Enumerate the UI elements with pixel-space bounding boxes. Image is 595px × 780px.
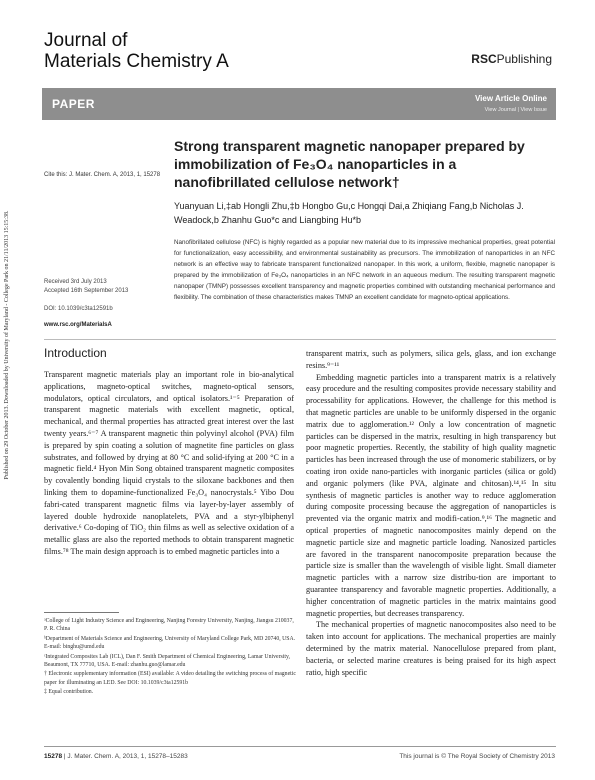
publisher-logo: RSCPublishing bbox=[471, 52, 552, 66]
paragraph: Embedding magnetic particles into a transparent matrix is a relatively easy procedure and the resulting composites provide necessary stability and processability for applications. However, the challenge for this method is that magnetic particles are unable to be uniformly dispersed in the organic matrix due to agglomeration.¹² Only a low concentration of magnetic particles can be dispersed in the matrix, resulting in high transparency but poor magnetic properties. Recently, the stability of high quality magnetic particles has been increased through the use of monomeric stabilizers, or by coating iron oxide nano-particles with inorganic particles (silica or gold) and organic polymers (like PVA, alginate and chitosan).¹⁴,¹⁵ In situ synthesis of magnetic particles is another way to reduce agglomeration during composite processing because the aggregation of nanoparticles is prevented via the organic matrix and modifi-cation.⁹,¹⁶ The magnetic and optical properties of magnetic nanocomposites mainly depend on the magnetic particle size and magnetic particle loading. Nanosized particles are favored in the transparent nanocomposite preparation because the particle size is smaller than the wavelength of visible light. Small diameter magnetic particles with a narrow size distribu-tion are important to guarantee transparency and favorable magnetic properties. Additionally, a higher concentration of magnetic particles in the matrix maintains good magnetic properties, but decreases transparency. bbox=[306, 372, 556, 618]
article-type-band bbox=[42, 88, 556, 120]
view-journal-issue-links[interactable]: View Journal | View Issue bbox=[484, 107, 547, 113]
footnote: ᵃCollege of Light Industry Science and Engineering, Nanjing Forestry University, Nanjing, Jiangsu 210037, P. R. China bbox=[44, 618, 294, 633]
doi[interactable]: DOI: 10.1039/c3ta12591b bbox=[44, 306, 113, 312]
paragraph: The mechanical properties of magnetic nanocomposites also need to be taken into account for applications. The mechanical properties are mainly determined by the matrix material. Nanocellulose prepared from plant, bacteria, or selected marine creatures is being praised for its high aspect ratio, high specific bbox=[306, 620, 556, 677]
section-heading: Introduction bbox=[44, 346, 107, 360]
download-stamp: Published on 29 October 2013. Downloaded by University of Maryland - College Park on 21/11/2013 15:15:38. bbox=[4, 210, 10, 480]
footer-citation: 15278 | J. Mater. Chem. A, 2013, 1, 15278–15283 bbox=[44, 753, 188, 760]
article-type: PAPER bbox=[52, 97, 95, 111]
footer-copyright: This journal is © The Royal Society of Chemistry 2013 bbox=[399, 753, 555, 760]
received-dates: Received 3rd July 2013 Accepted 16th September 2013 bbox=[44, 279, 129, 294]
footnote: ᶜIntegrated Composites Lab (ICL), Dan F. Smith Department of Chemical Engineering, Lamar University, Beaumont, TX 77710, USA. E-mail: zhanhu.guo@lamar.edu bbox=[44, 653, 290, 669]
cite-this: Cite this: J. Mater. Chem. A, 2013, 1, 15278 bbox=[44, 172, 161, 178]
section-divider bbox=[44, 339, 556, 340]
footnote: ‡ Equal contribution. bbox=[44, 689, 94, 696]
footnote-divider bbox=[44, 612, 119, 613]
article-title: Strong transparent magnetic nanopaper prepared by immobilization of Fe₃O₄ nanoparticles in a nanofibrillated cellulose network† bbox=[174, 138, 525, 190]
author-list: Yuanyuan Li,‡ab Hongli Zhu,‡b Hongbo Gu,c Hongqi Dai,a Zhiqiang Fang,b Nicholas J. Weadock,b Zhanhu Guo*c and Liangbing Hu*b bbox=[174, 201, 524, 225]
left-column bbox=[44, 369, 294, 558]
journal-url[interactable]: www.rsc.org/MaterialsA bbox=[44, 322, 112, 328]
footnote: † Electronic supplementary information (ESI) available: A video detailing the switching process of magnetic paper for illuminating an LED. See DOI: 10.1039/c3ta12591b bbox=[44, 671, 296, 686]
abstract: Nanofibrillated cellulose (NFC) is highly regarded as a popular new material due to its impressive mechanical properties, great potential for functionalization, easy accessibility, and environmental sustainability as precursors. The immobilization of nanoparticles in an NFC network is an effective way to fabricate transparent functionalized nanopaper. In this work, a uniform, flexible, magnetic nanopaper is prepared by the immobilization of Fe₃O₄ nanoparticles in an NFC network in an aqueous medium. The resulting transparent magnetic nanopaper (TMNP) possesses excellent transparency and magnetic properties combined with outstanding mechanical performance and flexibility. The combination of these characteristics makes TMNP an excellent candidate for magneto-optical applications. bbox=[174, 239, 555, 301]
footnote: ᵇDepartment of Materials Science and Engineering, University of Maryland College Park, MD 20740, USA. E-mail: binghu@umd.edu bbox=[44, 635, 296, 651]
footnotes bbox=[44, 617, 296, 698]
right-column bbox=[306, 348, 556, 678]
paragraph: Transparent magnetic materials play an important role in bio-analytical applications, magneto-optical switches, magneto-optical sensors, modulators, optical circulators, and optical isolators.¹⁻⁵ Preparation of transparent magnetic materials with excellent magnetic, optical, mechanical, and thermal properties has attracted great interest over the last twenty years.⁶⁻⁷ A transparent magnetic thin polyvinyl alcohol (PVA) film is prepared by spin coating a solution of magnetite fine particles on glass substrates, and followed by drying at 80 °C and solid-ifying at 200 °C in a magnetic field.⁴ Hyon Min Song obtained transparent magnetic composites by covalently bonding liquid crystals to the siloxane backbones and then linking them to dopamine-functionalized Fe₃O₄ nanocrystals.⁵ Yibo Dou fabri-cated transparent magnetic films via layer-by-layer assembly of layered double hydroxide nanoplatelets, PVA and a styr-ylbiphenyl derivative.⁶ Co-doping of TiO₂ thin films as well as selective oxidation of a metallic glass are also the reported methods to obtain transparent magnetic films.⁷⁸ The main design approach is to embed magnetic particles into a bbox=[44, 370, 294, 556]
footer-divider bbox=[44, 746, 556, 747]
paragraph: transparent matrix, such as polymers, silica gels, glass, and ion exchange resins.⁹⁻¹¹ bbox=[306, 349, 556, 370]
view-article-online-link[interactable]: View Article Online bbox=[474, 94, 547, 103]
journal-title: Journal of Materials Chemistry A bbox=[44, 30, 229, 72]
